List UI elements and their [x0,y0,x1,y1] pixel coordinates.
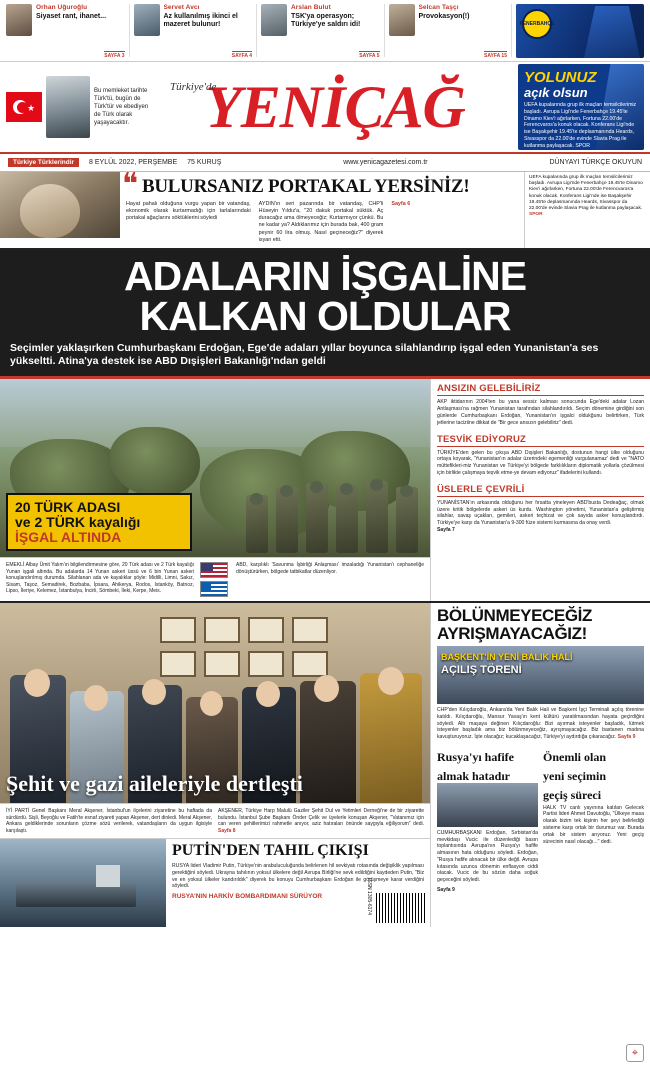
masthead [0,62,650,154]
putin-footer-line: RUSYA'NIN HARKİV BOMBARDIMANI SÜRÜYOR [172,893,323,901]
sports-promo-banner[interactable] [516,4,644,58]
sidebar-item-ansizin[interactable] [437,383,644,426]
columnist-name: Arslan Bulut [291,4,331,11]
main-headline-line2: KALKAN OLDULAR [139,292,511,339]
main-caption-1: EMEKLİ Albay Ümit Yalım'ın bilgilendirmesine göre, 20 Türk adası ve 2 Türk kayalığı Yunan işgali altında. Bu adalarda 14 Yunan askeri üssü ve 6 bin Yunan askeri konuşlandırılmış durumda. Silahlanan ada ve kayalıklar şöyle: Midilli, Limni, Sakız, Sisam, Taşoz, Semadirek, Bozbaba, İpsara, Ahikerya, Rodos, Istanköy, Batnoz, Lipso, İleriye, Kelemez, İstanbulya, İncirli, Sömbeki, İleki, Kerpe, Meis. [6,562,194,595]
island-box-line3: İŞGAL ALTINDA [15,528,122,545]
island-box-line1: 20 TÜRK ADASI [15,499,121,516]
masthead-sports-promo[interactable] [518,64,644,150]
bottom-left-captions [0,803,430,838]
gecis-headline-2: yeni seçimin [543,768,606,783]
barcode [376,893,426,923]
sidebar-item-title: ANSIZIN GELEBİLİRİZ [437,383,644,396]
watermark-icon: ⌖ [626,1044,644,1062]
quote-story[interactable] [0,168,650,250]
quote-page-ref: Sayfa 6 [391,201,411,207]
publication-date: 8 EYLÜL 2022, PERŞEMBE [89,159,178,166]
info-bar [0,154,650,172]
quote-text-col-1: Hayat pahalı olduğuna vurgu yapan bir vatandaş, ekonomik olarak kurtarmadığı için tarlalarındaki portakal ağaçlarını söktüklerini söyledi [126,201,251,222]
columnist-photo [6,4,32,36]
side-strip-section: SPOR [529,212,543,218]
teaser-headline: Siyaset rant, ihanet... [36,13,107,20]
sidebar-item-title: ÜSLERLE ÇEVRİLİ [437,484,644,497]
main-photo-captions [0,557,430,601]
gecis-body-text: HALK TV canlı yayınına katılan Gelecek Partisi lideri Ahmet Davutoğlu, "Ülkeye masa olarak bizim tek kişinin her şeyi belirlediği sisteme karşı ortak bir durumuz var. Burada ortak bir sistem arıyoruz. Yeni geçiş sürecinin nasıl olacağı..." dedi. [543,804,644,845]
teaser-headline: Az kullanılmış ikinci el mazeret bulunur! [163,13,238,29]
teaser-item[interactable] [261,4,385,57]
cargo-ship-photo [0,839,166,927]
sidebar-item-tesvik[interactable] [437,434,644,477]
sidebar-item-text: YUNANİSTAN'ın arkasında olduğunu her fırsatta yineleyen ABD'busta Dedeağaç, olmak üzere kritik bölgelerde askeri üs kurdu. Washington yönetimi, Yunanistan'a geliştirmiş silahlar, savaş uçakları, gemileri, askeri teçhizat ve çok sayıda asker konuşlandırdı. Türkiye'ye karşı da Yunanistan'a 9-300 füze sistemi kurmasına da onay verdi. [437,499,644,527]
sidebar-item-page: Sayfa 7 [437,527,455,534]
rusya-page-ref: Sayfa 9 [437,886,455,893]
villager-photo [0,172,120,238]
bottom-right-headline-1: BÖLÜNMEYECEĞİZ [437,606,592,626]
ataturk-quote: Bu memleket tarihte Türk'tü, bugün de Türk'tür ve ebediyen de Türk olarak yaşayacaktır. [94,87,149,127]
issn-code: ISSN 1305-6174 [366,878,372,916]
gecis-headline-1: Önemli olan [543,749,607,764]
slogan-badge: Türkiye Türklerindir [8,158,79,167]
quote-mark-icon: ❝ [122,168,139,201]
columnist-photo [134,4,160,36]
page-reference: SAYFA 5 [359,53,380,59]
rusya-body-text: CUMHURBAŞKANI Erdoğan, Sırbistan'da mevkidaşı Vucic ile düzenlediği basın toplantısında Avrupa'nın Rusya'yı hafife almasının hata olduğunu söyledi. Erdoğan, "Rusya hafife alınacak bir ülke değil. Avrupa kıtasında uzunca dönemin enflasyon ciddi olacak. Vucic de bu sözün daha soğuk geçeceğini söyledi. [437,829,538,884]
sidebar-item-title: TESVİK EDİYORUZ [437,434,644,447]
usa-flag-icon [200,562,228,578]
main-headline-line1: ADALARIN İŞGALİNE [123,252,527,299]
ceremony-photo [437,646,644,704]
bottom-left-headline: Şehit ve gazi aileleriyle dertleşti [6,771,303,797]
main-content-row [0,379,650,601]
main-caption-2: ABD, karşılıklı 'Savunma İşbirliği Anlaşması' imzaladığı Yunanistan'ı cephaneliğe dönüştürürken, bölgede tatbikatlar düzenliyor. [236,562,424,575]
page-reference: SAYFA 15 [484,53,507,59]
gecis-süreci-story[interactable] [543,745,644,894]
columnist-name: Servet Avcı [163,4,200,11]
promo-subtitle: açık olsun [524,85,588,100]
promo-title: YOLUNUZ [524,69,597,86]
main-headline-block [0,250,650,380]
sidebar-item-usler[interactable] [437,484,644,534]
putin-story[interactable] [0,838,430,927]
teaser-item[interactable] [134,4,258,57]
newspaper-logo: YENİÇAĞ [205,73,465,140]
ceremony-photo-caption-2: AÇILIŞ TÖRENİ [441,664,522,676]
tagline: DÜNYAYI TÜRKÇE OKUYUN [549,159,643,166]
bottom-right-body-page: Sayfa 9 [617,734,636,741]
caption-2-page: Sayfa 8 [218,827,236,834]
columnist-name: Orhan Uğuroğlu [36,4,88,11]
teaser-headline: TSK'ya operasyon; Türkiye'ye saldırı idi! [291,13,361,29]
logo-kicker: Türkiye'de [170,80,217,93]
sidebar-item-text: AKP iktidarının 2004'ten bu yana sessiz kalması sonucunda Ege'deki adalar Lozan Antlaşması'na rağmen Yunanistan tarafından silahlandırıldı. Seçim dönemine girdiğini son günlerde Cumhurbaşkanı Erdoğan, Yunanistan'ın işgalci oldukğunu belirtirken, Türk jetlerine taciziine dikkat de "Bir gece ansızın gelebiliriz" dedi. [437,399,644,426]
bottom-right-body [437,707,644,741]
group-photo [0,603,430,803]
main-sidebar [430,379,650,601]
main-subheadline: Seçimler yaklaşırken Cumhurbaşkanı Erdoğan, Ege'de adaları yıllar boyunca silahlandırıp işgal eden Yunanistan'a ses yükseltti. Atina'ya destek ise ABD Dışişleri Bakanlığı'ndan geldi [10,342,599,368]
promo-body-text: UEFA kupalarında grup ilk maçları temsilcilerimiz başladı. Avrupa Ligi'nde Fenerbahçe 19.45'te Dinamo Kiev'i ağırlarken, Fortuna 22.00'de Ferencvaros'a konuk olacak. Konferans Ligi'nde ise Başakşehir 19.45'te deplasmanında Heards, Sivasspor da 22.00'de evinde Slavia Prag ile kutlanma paylaşacak. SPOR [524,102,637,149]
top-teaser-strip [0,0,650,62]
turkish-flag-icon: ★ [6,92,42,122]
ataturk-portrait [46,76,90,138]
erdogan-vucic-photo [437,783,538,827]
putin-body-text: RUSYA lideri Vladimir Putin, Türkiye'nin arabuluculuğunda belirlenen hil sevkiyatı rotasında değişiklik yapılması gerektiğini söyledi. Ukrayna tahılının yoksul ülkelere değil Avrupa Birliği'ne sevk edildiğini kaydeden Putin, "Biz ve en yoksul ülkeler kandırıldık" diyerek bu konuyu Cumhurbaşkanı Erdoğan ile görüşmeye karar verdiğini söyledi. [172,863,424,890]
flag-pair [200,562,230,597]
sidebar-item-text: TÜRKİYE'den gelen bu çıkışa ABD Dışişleri Bakanlığı, dostunun hangi ülke olduğunu ortaya koyarak, 'Yunanistan'ın adalar üzerindeki egemenliği vurgulanamaz' dedi ve "NATO müttefikleri-miz Yunanistan ve Türkiye'yi bölgede farklılıkların diplomatik yollarla çözülmesi için birlikte çalışmaya teşvik etme-ye devam ediyoruz" ifadelerini kullandı. [437,449,644,477]
side-strip-text: UEFA kupalarında grup ilk maçları temsilcilerimiz başladı. Avrupa Ligi'nde Fenerbahçe 19.45'te Dinamo Kiev'i ağırlarken, Fortuna 22.00'de Ferencvaros'a konuk olacak. Konferans Ligi'nde ise Başakşehir 19.45'te deplasmanında Heards, Sivasspor da 22.00'de evinde Slavia Prag ile kutlanma paylaşacak. [529,175,643,212]
bottom-left-caption-1: İYİ PARTİ Genel Başkanı Meral Akşener, İstanbul'un ilçelerini ziyaretine bu haftada da sürdürdü. Sişli, Beyoğlu ve Fatih'te esnaf ziyareti yapan Akşener, dert dinledi. Meral Akşener, Ankara geldiklerinde sorunların çözme sözü verilerek, vatandaşların da uygun ilgisiyle karşılaştı. [6,808,212,834]
teaser-headline: Provokasyon(!) [418,13,470,20]
teaser-item[interactable] [389,4,513,57]
columnist-name: Selcan Taşçı [418,4,459,11]
gecis-headline-3: geçiş süreci [543,787,602,802]
club-crest-icon: FENERBAHÇE [522,9,552,39]
columnist-photo [261,4,287,36]
page-reference: SAYFA 4 [231,53,252,59]
ceremony-photo-caption-1: BAŞKENT'İN YENİ BALIK HALİ [441,652,573,662]
rusya-headline-2: almak hatadır [437,768,511,783]
rusya-story[interactable] [437,745,538,894]
main-photo [0,379,430,557]
quote-headline: BULURSANIZ PORTAKAL YERSİNİZ! [142,176,470,197]
putin-headline: PUTİN'DEN TAHIL ÇIKIŞI [172,842,369,860]
bottom-right-body-text: CHP'den Kılıçdaroğlu, Ankara'da Yeni Balık Hali ve Başkent İşçi Terminali açılış törenine katıldı. Kılıçdaroğlu, Mansur Yavaş'ın kent kültürü yaratılmasından hayata geçirdiğini söyledi. Altı maşaya değinen Kılıçdaroğlu: Bizi ayırmak isteyenler başladık, lütmek isteyenler başladık ama biz bölünmeyeceğiz, ayrışmayacağız. Biz bastanerı madına kavuşturuyoruz. İşte olacağız; kucaklaşacağız, Türkiye'yi aydırdığa çıkaracağız. [437,707,644,741]
caption-2-text: AKŞENER, Türkiye Harp Malulü Gaziler Şehit Dul ve Yetimleri Derneği'ne de bir ziyarette bulundu. İstanbul Şube Başkanı Önder Çelik ve üyelerle konuşan Akşener, "Vatanımız için can veren şehitlerimizi rahmetle anıyor, aziz hatıraları önünde saygıyla eğiliyorum" dedi. [218,808,424,828]
teaser-item[interactable] [6,4,130,57]
greece-flag-icon [200,581,228,597]
island-count-box [6,493,192,551]
bottom-right-headline-2: AYRIŞMAYACAĞIZ! [437,623,587,643]
quote-text-col-2: AYDIN'ın seri pazarında bir vatandaş, CHP'li Hüseyin Yıldız'a, "20 dakuk portakal süktük. Aç duracağız ama ölmeyeceğiz; Kurtarmıyor çünkü. Bu ne kadar ya? Aldıklarımız için burada bak, 400 gram peynir 60 lira olmuş. Nasıl geçineceğiz?" diyerek isyan etti. [258,201,384,243]
bottom-right-column [430,603,650,927]
website-url[interactable]: www.yenicagazetesi.com.tr [343,159,428,166]
page-reference: SAYFA 3 [104,53,125,59]
rusya-headline-1: Rusya'yı hafife [437,749,515,764]
columnist-photo [389,4,415,36]
sports-side-strip [524,172,650,248]
logo-area [152,73,518,140]
bottom-left-caption-2 [218,808,424,834]
island-box-line2: ve 2 TÜRK kayalığı [15,513,141,530]
bottom-content-row [0,601,650,927]
price-label: 75 KURUŞ [187,159,222,166]
bottom-right-two-column [437,745,644,894]
